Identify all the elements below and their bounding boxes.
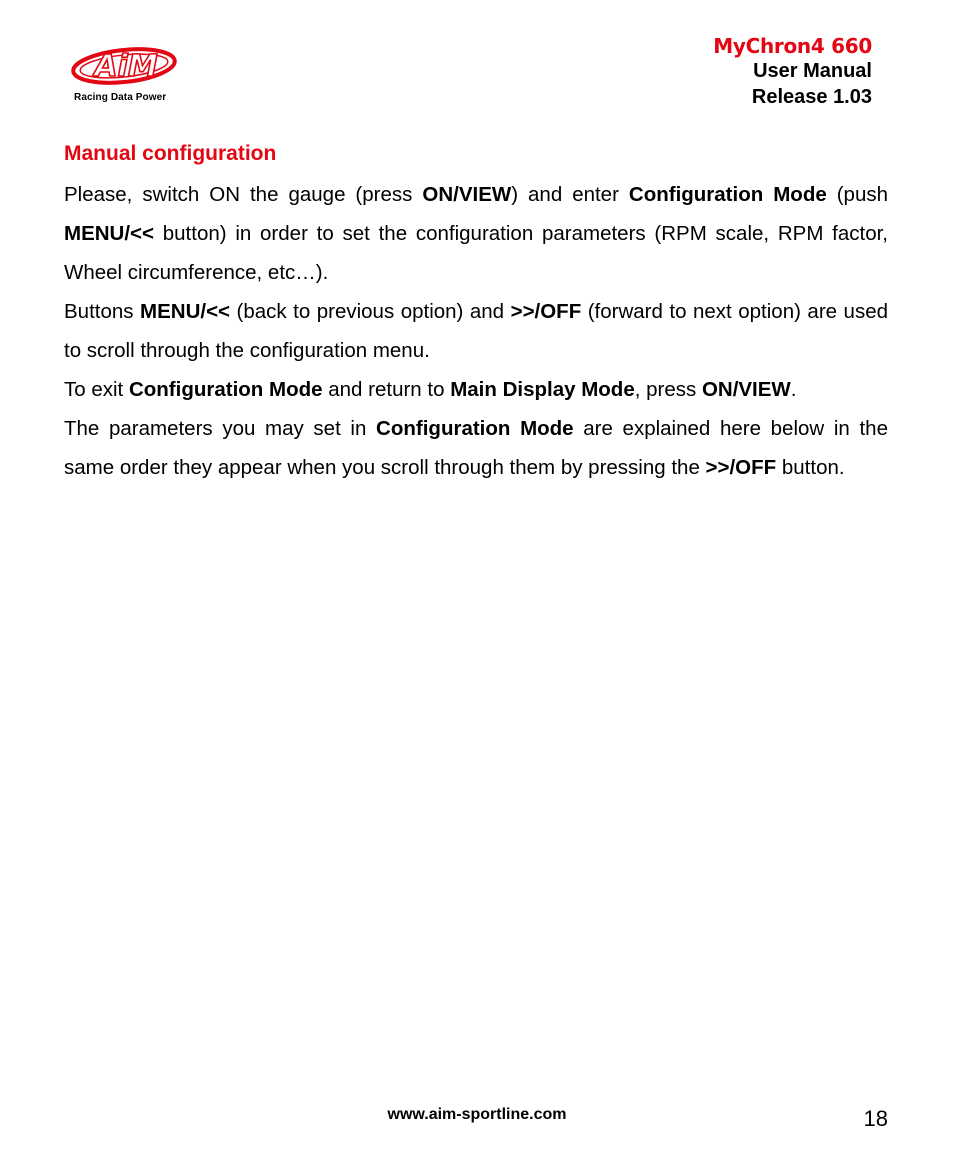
button-name-off: >>/OFF: [510, 300, 582, 323]
mode-name-configuration: Configuration Mode: [128, 378, 323, 401]
document-type: User Manual: [753, 60, 872, 82]
footer-url: www.aim-sportline.com: [387, 1106, 567, 1123]
text-run: (push: [826, 183, 888, 206]
text-run: and return to: [322, 378, 451, 401]
button-name-on-view: ON/VIEW: [701, 378, 791, 401]
text-run: (back to previous option) and: [230, 300, 511, 323]
aim-logo-mark: [70, 42, 182, 90]
text-run: , press: [634, 378, 702, 401]
logo-tagline: Racing Data Power: [74, 92, 167, 103]
button-name-on-view: ON/VIEW: [422, 183, 512, 206]
page-number: 18: [863, 1106, 888, 1131]
paragraph-parameters: [64, 409, 888, 487]
mode-name-configuration: Configuration Mode: [628, 183, 827, 206]
text-run: Please, switch ON the gauge (press: [64, 183, 423, 206]
text-run: The parameters you may set in: [64, 417, 377, 440]
mode-name-main-display: Main Display Mode: [450, 378, 635, 401]
text-run: Buttons: [64, 300, 141, 323]
product-title: MyChron4 660: [713, 34, 872, 58]
button-name-menu: MENU/<<: [140, 300, 231, 323]
button-name-off: >>/OFF: [705, 456, 777, 479]
paragraph-switch-on: [64, 175, 888, 292]
body-text: [64, 175, 888, 487]
aim-logo-text: AiM: [94, 49, 158, 84]
text-run: .: [790, 378, 797, 401]
mode-name-configuration: Configuration Mode: [376, 417, 574, 440]
button-name-menu: MENU/<<: [64, 222, 154, 245]
paragraph-buttons: [64, 292, 888, 370]
text-run: ) and enter: [511, 183, 629, 206]
paragraph-exit: [64, 370, 888, 409]
document-header: [713, 34, 872, 110]
text-run: are explained here below in the same order they appear when you scroll through them by pressing the: [64, 417, 888, 479]
text-run: To exit: [64, 378, 129, 401]
text-run: button) in order to set the configuration parameters (RPM scale, RPM factor, Wheel circumference, etc…).: [64, 222, 888, 284]
text-run: (forward to next option) are used to scroll through the configuration menu.: [64, 300, 888, 362]
section-title: Manual configuration: [64, 142, 277, 165]
release-number: Release 1.03: [751, 86, 872, 108]
aim-logo: [70, 42, 182, 106]
text-run: button.: [776, 456, 845, 479]
